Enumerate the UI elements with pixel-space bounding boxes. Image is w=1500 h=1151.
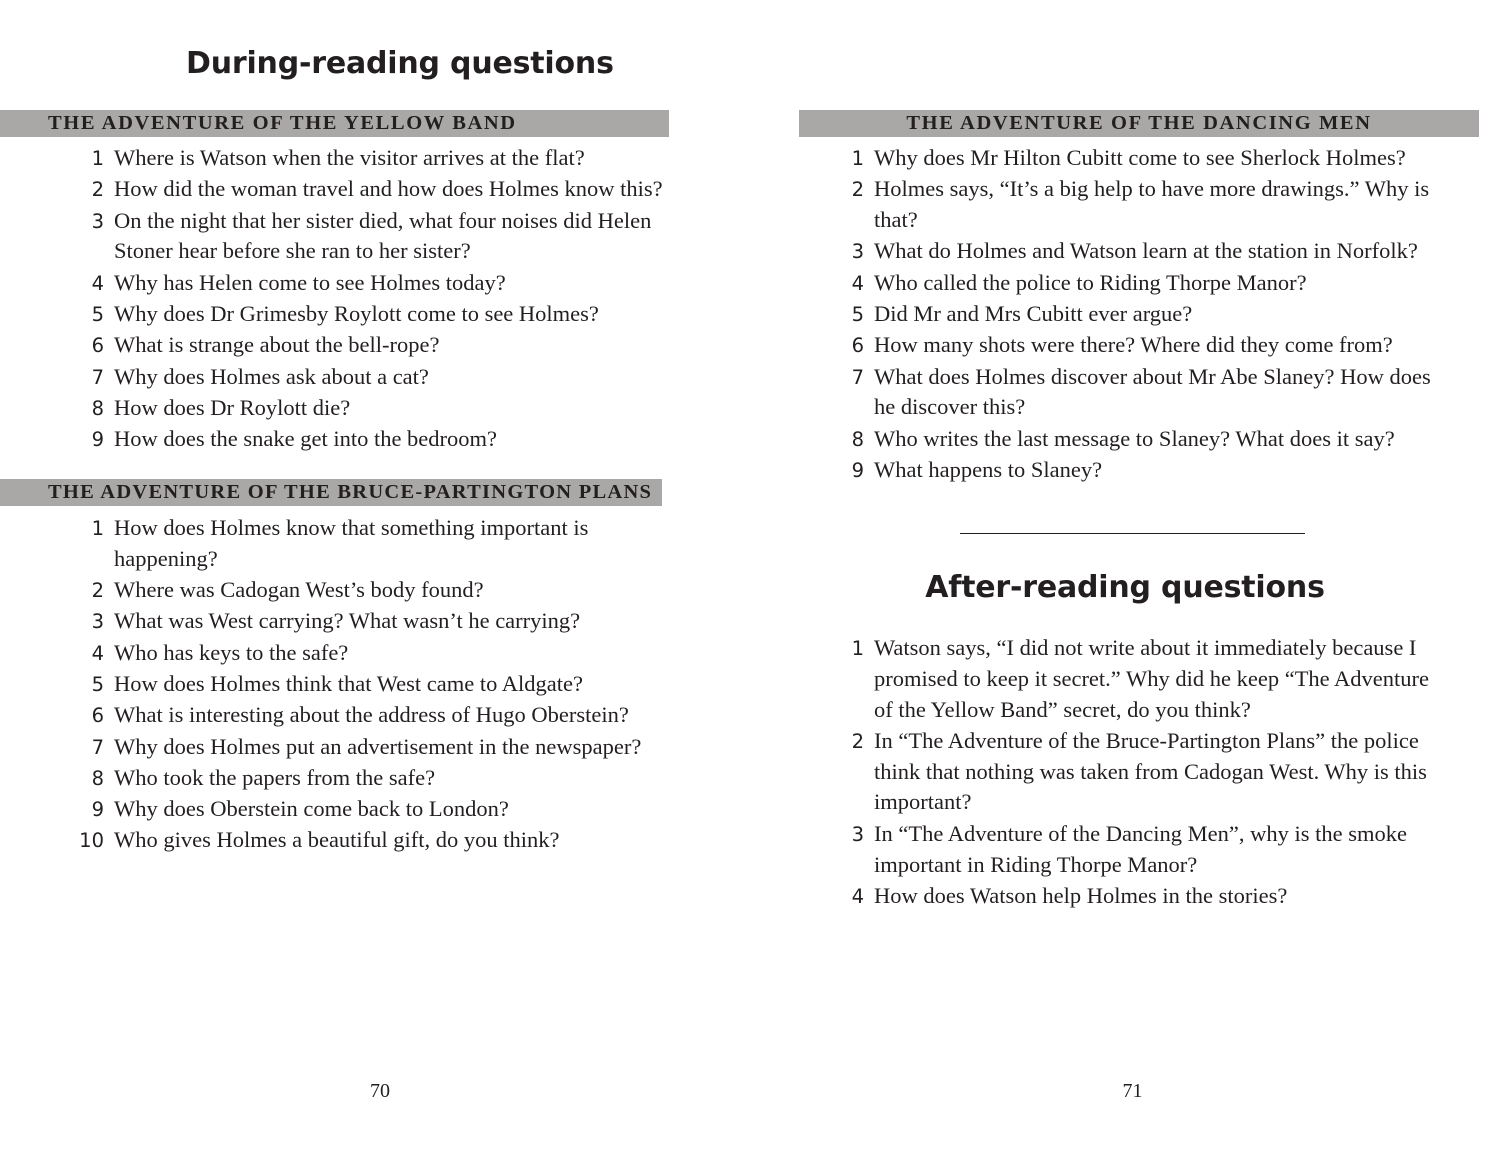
item-number: 8 [91,766,104,790]
question-text: What was West carrying? What wasn’t he carrying? [114,608,581,634]
right-page [750,0,1500,1151]
question-text: Watson says, “I did not write about it immediately because I promised to keep it secret.” Why did he keep “The Adventure of the Yellow Band” secret, do you think? [874,635,1430,722]
list-item [72,513,672,575]
item-number: 6 [91,704,104,728]
list-item [72,393,672,424]
item-number: 6 [851,334,864,358]
list-item [72,174,672,205]
question-text: Who writes the last message to Slaney? What does it say? [874,425,1395,451]
list-item [72,362,672,393]
question-text: Where was Cadogan West’s body found? [114,577,484,603]
list-item [832,362,1452,424]
question-text: Who took the papers from the safe? [114,764,436,790]
question-text: What do Holmes and Watson learn at the station in Norfolk? [874,238,1418,264]
list-item [72,700,672,731]
left-page [0,0,720,1151]
item-number: 8 [91,396,104,420]
question-text: Holmes says, “It’s a big help to have more drawings.” Why is that? [874,176,1430,233]
question-text: How does the snake get into the bedroom? [114,426,498,452]
item-number: 9 [851,458,864,482]
question-list-dancing-men [832,143,1452,486]
item-number: 10 [79,829,104,853]
list-item [72,424,672,455]
question-text: Who called the police to Riding Thorpe Manor? [874,269,1307,295]
item-number: 1 [91,147,104,170]
question-text: What is strange about the bell-rope? [114,332,440,358]
question-text: Who gives Holmes a beautiful gift, do you think? [114,827,560,853]
page-number-left: 70 [370,1080,390,1102]
question-text: Who has keys to the safe? [114,639,349,665]
page-title-after-reading: After-reading questions [925,570,1325,605]
item-number: 1 [91,517,104,540]
list-item [72,206,672,268]
question-text: Where is Watson when the visitor arrives at the flat? [114,145,585,170]
item-number: 7 [91,735,104,759]
item-number: 4 [91,271,104,295]
question-text: Why does Holmes put an advertisement in the newspaper? [114,733,642,759]
question-text: Why does Oberstein come back to London? [114,796,509,822]
list-item [72,825,672,856]
list-item [72,794,672,825]
list-item [72,669,672,700]
item-number: 4 [91,641,104,665]
question-text: What does Holmes discover about Mr Abe Slaney? How does he discover this? [874,363,1431,420]
question-list-yellow-band [72,143,672,455]
question-text: How does Holmes think that West came to Aldgate? [114,670,583,696]
section-divider-rule [960,533,1305,534]
list-item [832,633,1442,725]
list-item [72,299,672,330]
list-item [832,330,1452,361]
question-text: Why does Holmes ask about a cat? [114,363,429,389]
item-number: 4 [851,271,864,295]
list-item [72,732,672,763]
item-number: 3 [851,822,864,846]
item-number: 5 [851,302,864,326]
item-number: 2 [851,729,864,753]
question-list-after-reading [832,633,1442,912]
list-item [832,236,1452,267]
page-title-during-reading: During-reading questions [186,46,614,81]
item-number: 4 [851,884,864,908]
list-item [72,638,672,669]
item-number: 2 [851,178,864,202]
list-item [72,575,672,606]
question-text: What happens to Slaney? [874,456,1103,482]
question-text: How does Dr Roylott die? [114,394,351,420]
question-text: On the night that her sister died, what four noises did Helen Stoner hear before she ran to her sister? [114,207,652,264]
question-text: How many shots were there? Where did they come from? [874,332,1393,358]
question-text: Why does Dr Grimesby Roylott come to see Holmes? [114,300,599,326]
question-text: Why does Mr Hilton Cubitt come to see Sherlock Holmes? [874,145,1406,170]
item-number: 2 [91,579,104,603]
question-text: In “The Adventure of the Dancing Men”, why is the smoke important in Riding Thorpe Manor? [874,820,1407,877]
question-text: Did Mr and Mrs Cubitt ever argue? [874,300,1193,326]
item-number: 1 [851,637,864,660]
item-number: 8 [851,427,864,451]
list-item [832,726,1442,818]
list-item [832,881,1442,912]
list-item [72,606,672,637]
item-number: 5 [91,302,104,326]
question-text: How did the woman travel and how does Holmes know this? [114,176,663,202]
item-number: 1 [851,147,864,170]
list-item [832,819,1442,881]
question-text: What is interesting about the address of Hugo Oberstein? [114,702,629,728]
list-item [832,424,1452,455]
question-text: In “The Adventure of the Bruce-Partington Plans” the police think that nothing was taken from Cadogan West. Why is this important? [874,727,1427,815]
list-item [832,455,1452,486]
page-number-right: 71 [1122,1080,1143,1102]
item-number: 7 [851,365,864,389]
question-list-bruce-partington-plans [72,513,672,857]
item-number: 9 [91,428,104,452]
list-item [72,763,672,794]
item-number: 3 [91,209,104,233]
item-number: 6 [91,334,104,358]
list-item [72,268,672,299]
item-number: 5 [91,672,104,696]
list-item [72,143,672,174]
item-number: 3 [851,240,864,264]
list-item [72,330,672,361]
question-text: How does Holmes know that something important is happening? [114,515,589,571]
list-item [832,143,1452,174]
list-item [832,299,1452,330]
question-text: Why has Helen come to see Holmes today? [114,269,506,295]
list-item [832,174,1452,236]
list-item [832,268,1452,299]
section-header-dancing-men: THE ADVENTURE OF THE DANCING MEN [799,110,1479,137]
section-header-bruce-partington-plans: THE ADVENTURE OF THE BRUCE-PARTINGTON PLANS [0,479,662,506]
item-number: 7 [91,365,104,389]
item-number: 3 [91,610,104,634]
section-header-yellow-band: THE ADVENTURE OF THE YELLOW BAND [0,110,669,137]
question-text: How does Watson help Holmes in the stories? [874,882,1288,908]
item-number: 9 [91,798,104,822]
item-number: 2 [91,178,104,202]
